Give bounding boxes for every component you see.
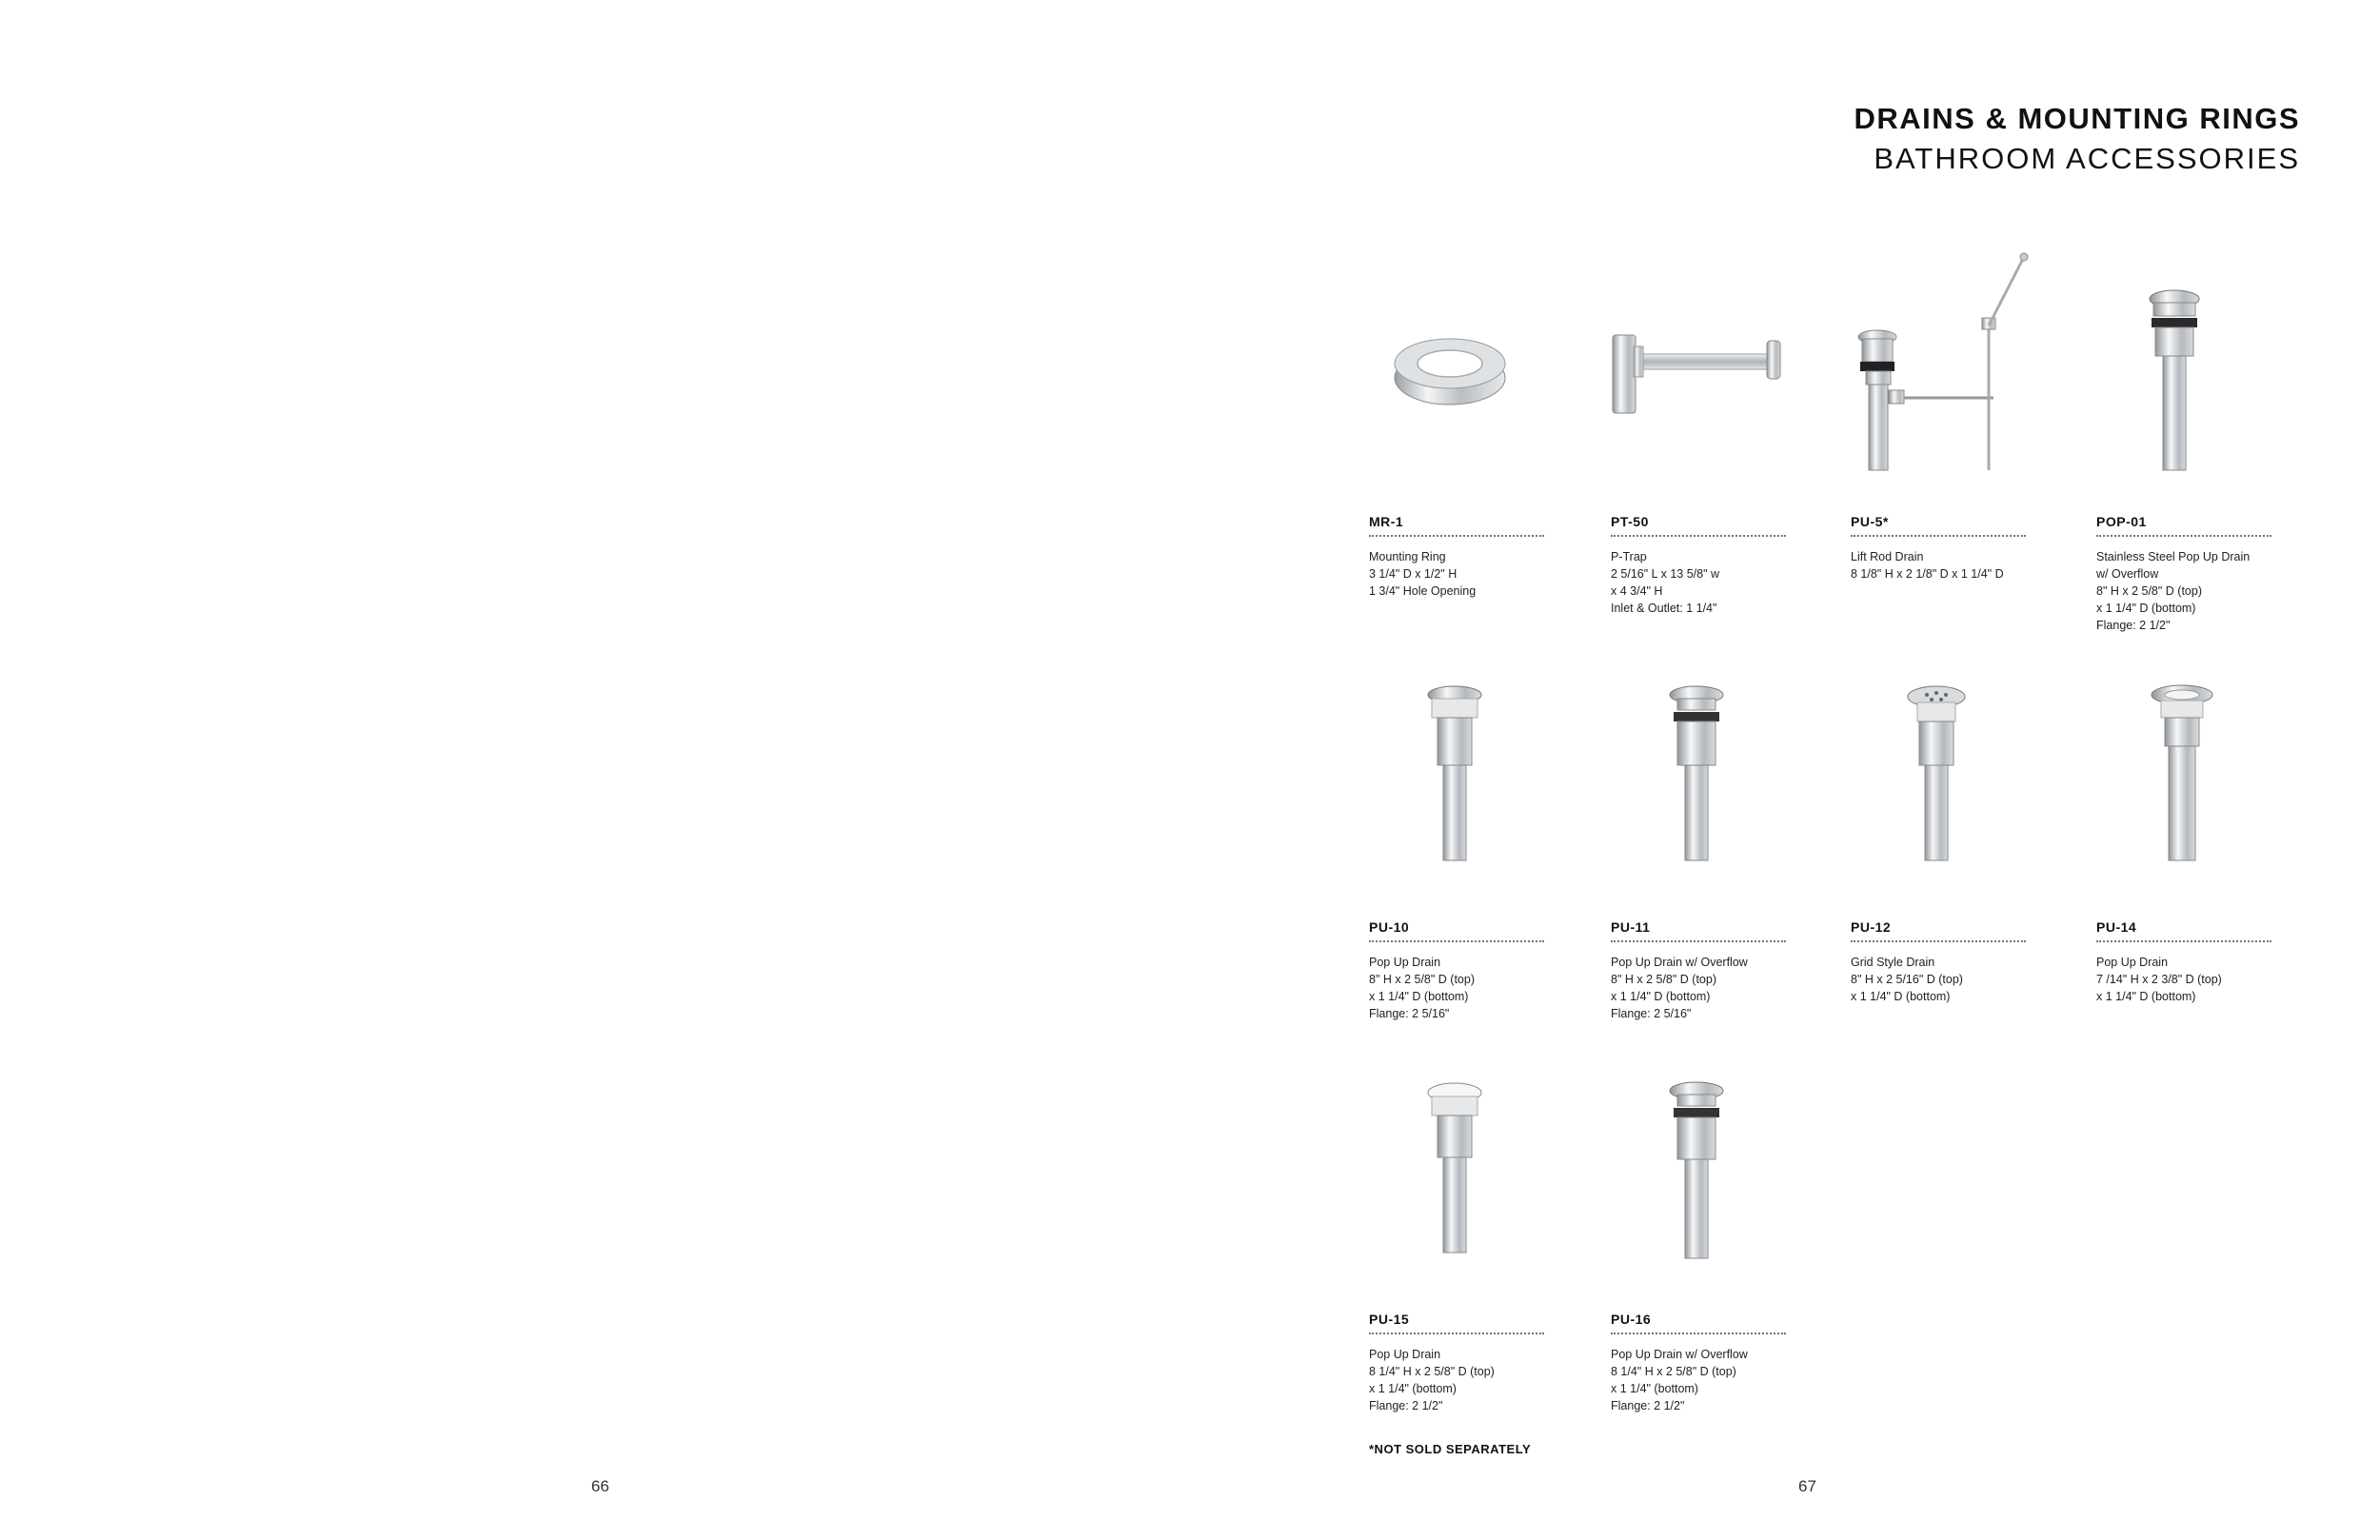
dotted-divider <box>1611 940 1786 942</box>
dotted-divider <box>1369 940 1544 942</box>
product-description: Stainless Steel Pop Up Drain w/ Overflow 8" H x 2 5/8" D (top) x 1 1/4" D (bottom) Flange: 2 1/2" <box>2096 550 2251 632</box>
section-subtitle: BATHROOM ACCESSORIES <box>1874 142 2300 175</box>
product-code: PU-16 <box>1611 1312 1652 1327</box>
dotted-divider <box>1611 535 1786 537</box>
dotted-divider <box>1851 940 2026 942</box>
product-description: Pop Up Drain 8" H x 2 5/8" D (top) x 1 1/4" D (bottom) Flange: 2 5/16" <box>1369 956 1475 1020</box>
product-description: Mounting Ring 3 1/4" D x 1/2" H 1 3/4" Hole Opening <box>1369 550 1477 598</box>
section-title: DRAINS & MOUNTING RINGS <box>1854 102 2300 135</box>
dotted-divider <box>2096 940 2271 942</box>
product-code: PU-11 <box>1611 919 1651 935</box>
product-code: MR-1 <box>1369 514 1404 529</box>
product-description: Pop Up Drain 7 /14" H x 2 3/8" D (top) x 1 1/4" D (bottom) <box>2096 956 2222 1003</box>
product-description: Pop Up Drain 8 1/4" H x 2 5/8" D (top) x 1 1/4" (bottom) Flange: 2 1/2" <box>1369 1348 1495 1412</box>
dotted-divider <box>1611 1333 1786 1334</box>
dotted-divider <box>2096 535 2271 537</box>
footnote: *NOT SOLD SEPARATELY <box>1369 1442 1532 1456</box>
product-description: Grid Style Drain 8" H x 2 5/16" D (top) x 1 1/4" D (bottom) <box>1851 956 1963 1003</box>
product-code: PU-12 <box>1851 919 1892 935</box>
pop-up-drain-image <box>2096 655 2277 893</box>
product-description: Pop Up Drain w/ Overflow 8" H x 2 5/8" D (top) x 1 1/4" D (bottom) Flange: 2 5/16" <box>1611 956 1748 1020</box>
product-code: POP-01 <box>2096 514 2147 529</box>
product-code: PU-15 <box>1369 1312 1410 1327</box>
product-description: P-Trap 2 5/16" L x 13 5/8" w x 4 3/4" H Inlet & Outlet: 1 1/4" <box>1611 550 1720 615</box>
lift-rod-drain-image <box>1851 249 2032 487</box>
product-code: PT-50 <box>1611 514 1649 529</box>
dotted-divider <box>1369 535 1544 537</box>
p-trap-image <box>1611 249 1792 487</box>
pop-up-drain-image <box>2096 249 2277 487</box>
pop-up-drain-overflow-image <box>1611 655 1792 893</box>
pop-up-drain-image <box>1369 655 1550 893</box>
pop-up-drain-overflow-image <box>1611 1047 1792 1285</box>
product-description: Pop Up Drain w/ Overflow 8 1/4" H x 2 5/8" D (top) x 1 1/4" (bottom) Flange: 2 1/2" <box>1611 1348 1748 1412</box>
section-heading <box>1854 99 2301 179</box>
dotted-divider <box>1369 1333 1544 1334</box>
dotted-divider <box>1851 535 2026 537</box>
grid-drain-image <box>1851 655 2032 893</box>
product-code: PU-10 <box>1369 919 1410 935</box>
page-number-left: 66 <box>591 1477 609 1495</box>
pop-up-drain-image <box>1369 1047 1550 1285</box>
page-number-right: 67 <box>1798 1477 1816 1495</box>
product-code: PU-5* <box>1851 514 1889 529</box>
product-description: Lift Rod Drain 8 1/8" H x 2 1/8" D x 1 1/4" D <box>1851 550 2004 581</box>
product-code: PU-14 <box>2096 919 2137 935</box>
mounting-ring-image <box>1369 249 1550 487</box>
